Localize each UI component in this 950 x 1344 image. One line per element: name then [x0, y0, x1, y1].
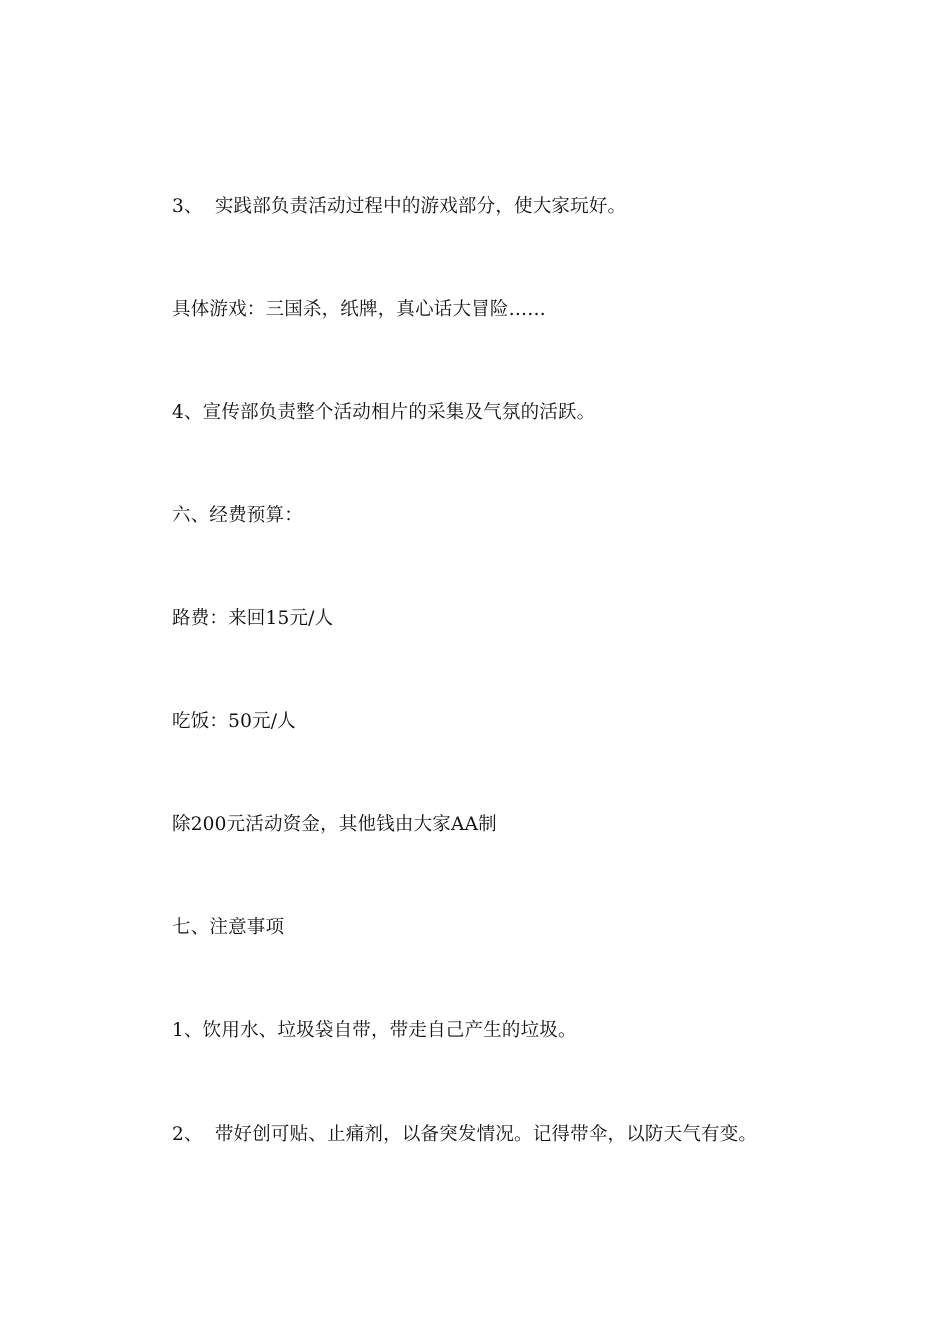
list-item-practice-dept: 3、 实践部负责活动过程中的游戏部分，使大家玩好。 — [172, 196, 627, 217]
notice-item-2: 2、 带好创可贴、止痛剂，以备突发情况。记得带伞，以防天气有变。 — [172, 1124, 758, 1145]
notice-item-1: 1、饮用水、垃圾袋自带，带走自己产生的垃圾。 — [172, 1020, 577, 1041]
section-heading-notes: 七、注意事项 — [172, 917, 285, 938]
budget-travel-cost: 路费：来回15元/人 — [172, 608, 334, 629]
games-detail-text: 具体游戏：三国杀，纸牌，真心话大冒险…… — [172, 299, 547, 320]
budget-meal-cost: 吃饭：50元/人 — [172, 711, 296, 732]
budget-note: 除200元活动资金，其他钱由大家AA制 — [172, 814, 497, 835]
list-item-publicity-dept: 4、宣传部负责整个活动相片的采集及气氛的活跃。 — [172, 402, 596, 423]
section-heading-budget: 六、经费预算： — [172, 505, 303, 526]
